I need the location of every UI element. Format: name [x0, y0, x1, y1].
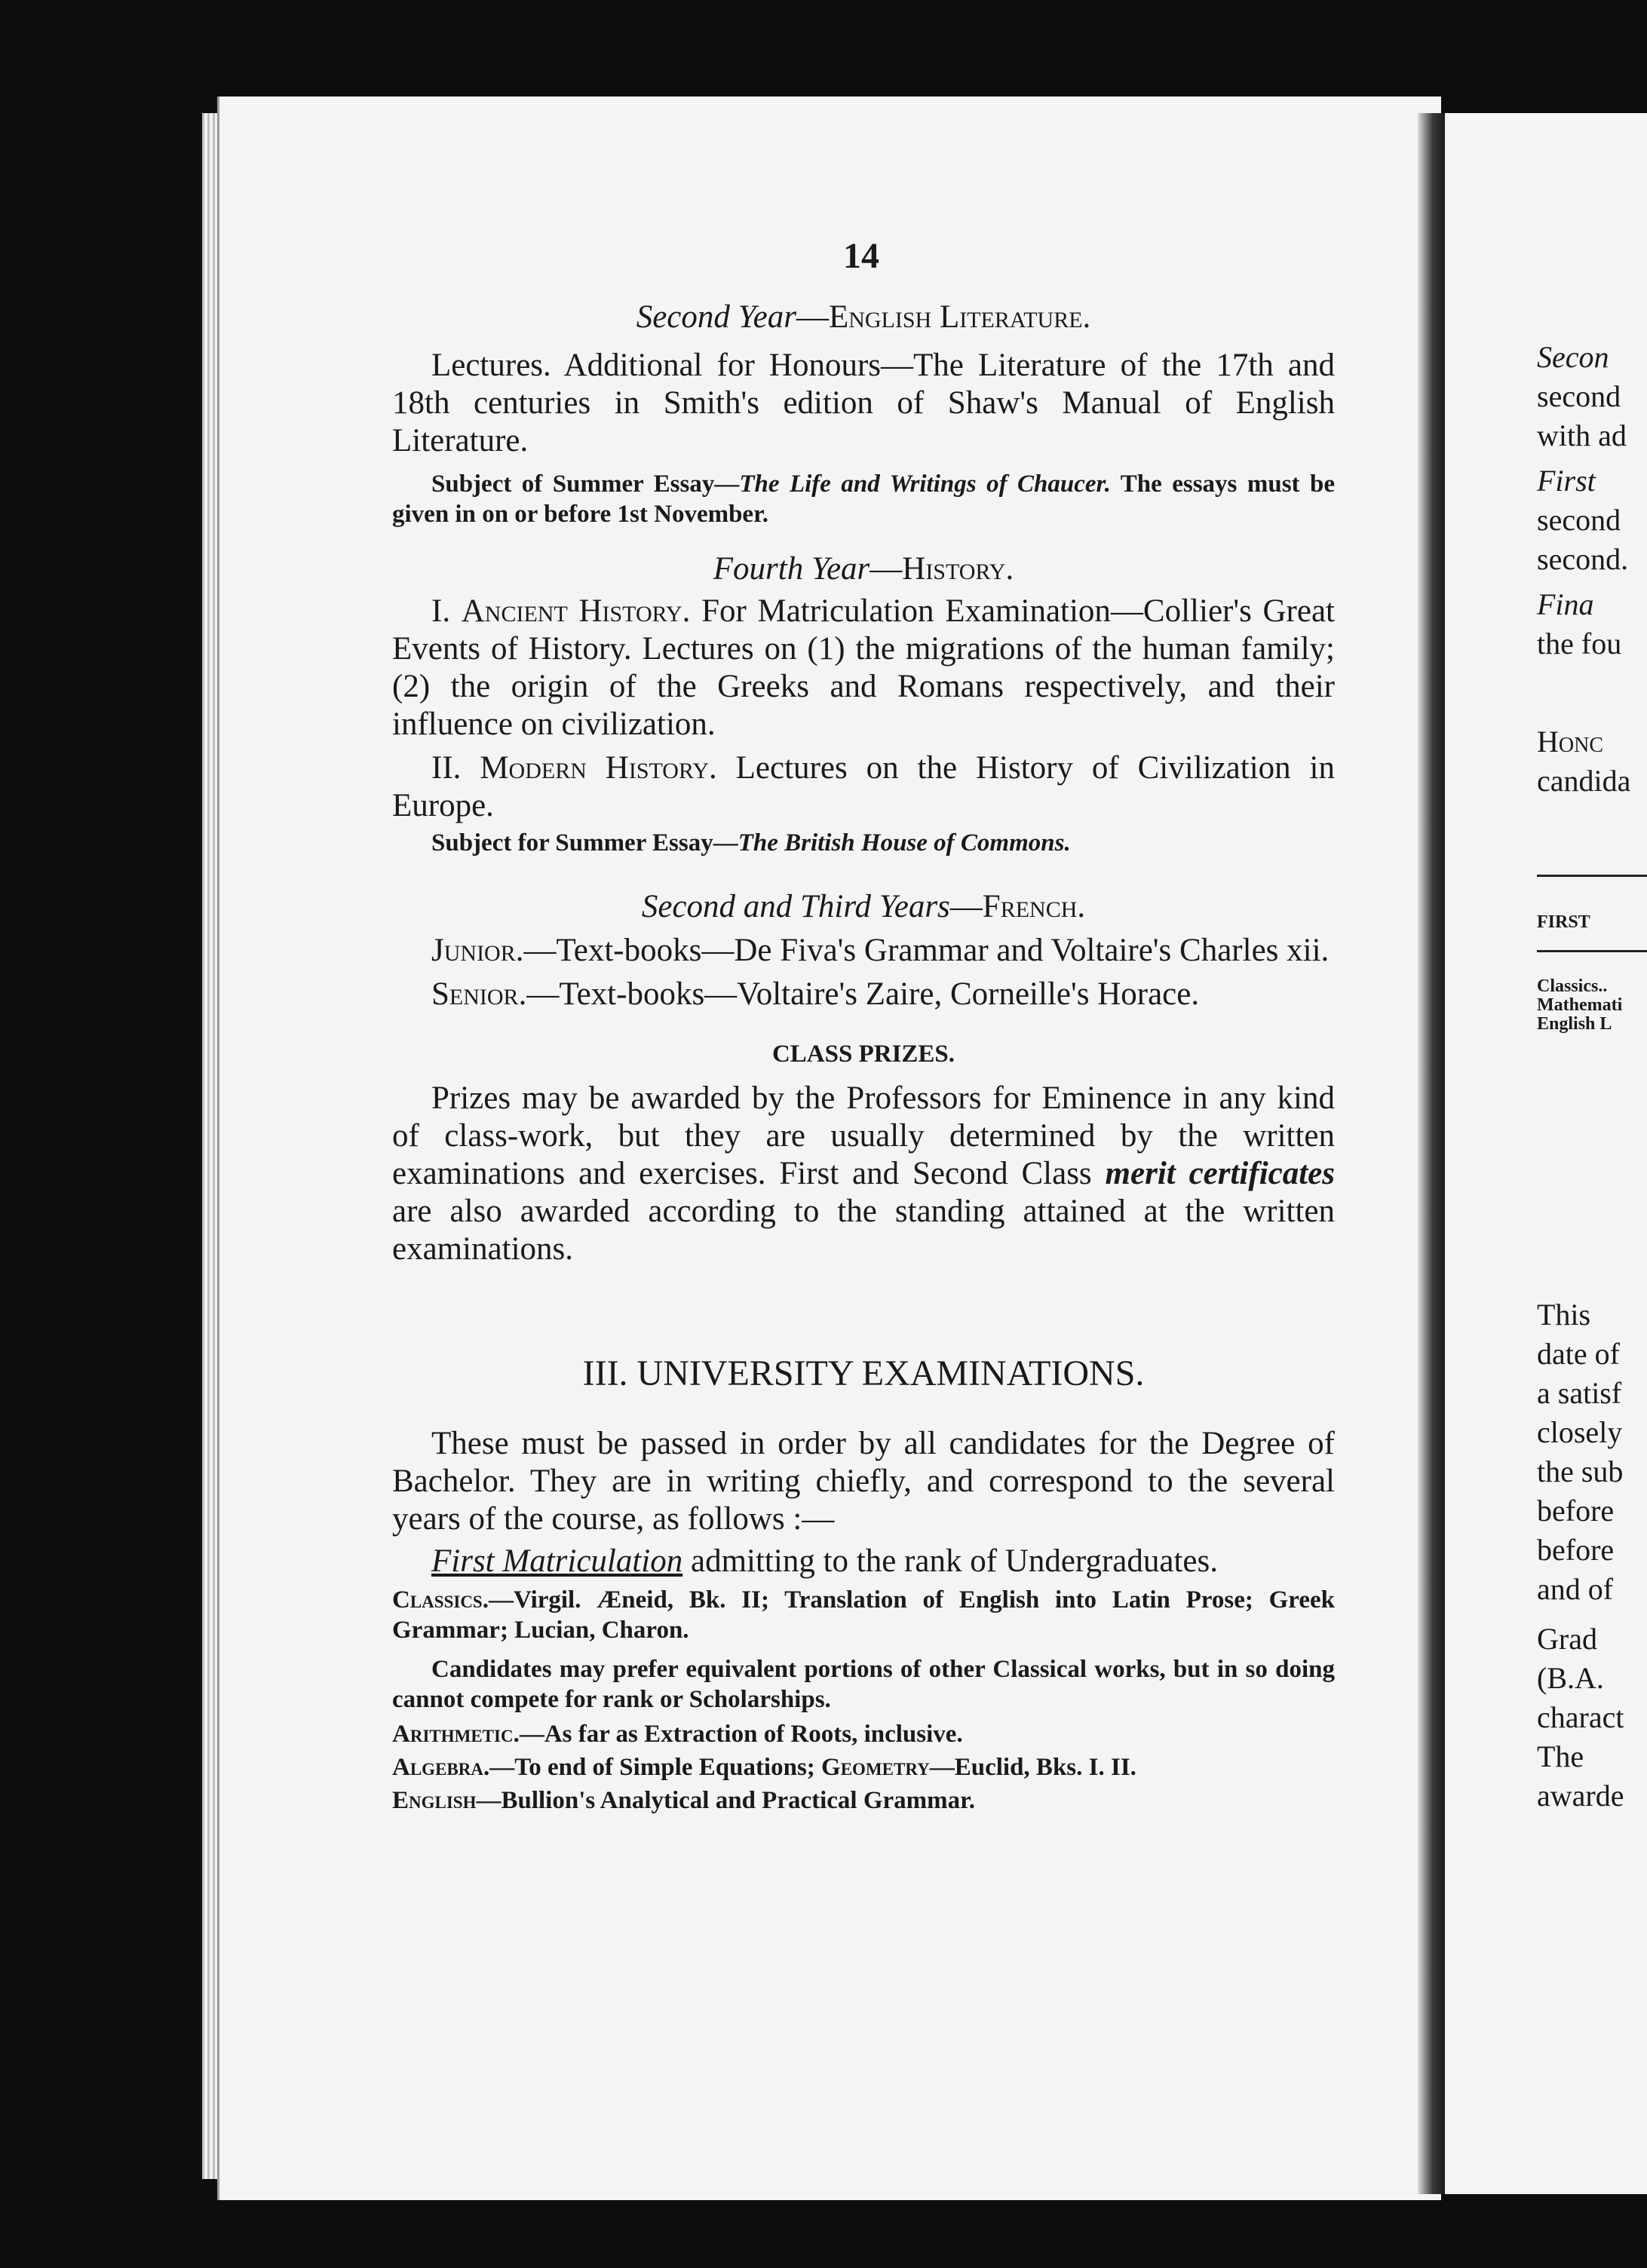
- right-line: charact: [1537, 1700, 1624, 1734]
- section-heading-english-literature: Second Year—English Literature.: [636, 299, 1091, 335]
- paragraph-class-prizes: Prizes may be awarded by the Professors for Eminence in any kind of class-work, but they are usually determined by the written examinations and exercises. First and Second Class merit certificates are also awarded according to the standing attained at the written examinations.: [392, 1080, 1335, 1267]
- right-line: Grad: [1537, 1622, 1597, 1656]
- rule-line: [1537, 875, 1647, 877]
- right-line: second: [1537, 379, 1621, 413]
- university-examinations-heading: III. UNIVERSITY EXAMINATIONS.: [582, 1353, 1145, 1393]
- paragraph-classics-requirements: Classics.—Virgil. Æneid, Bk. II; Translation of English into Latin Prose; Greek Grammar; Lucian, Charon.: [392, 1586, 1335, 1644]
- page-content: [392, 234, 1335, 1816]
- paragraph-french-junior: Junior.—Text-books—De Fiva's Grammar and Voltaire's Charles xii.: [431, 933, 1330, 968]
- right-line: Fina: [1537, 587, 1594, 621]
- right-line: First: [1537, 464, 1596, 498]
- right-line: the fou: [1537, 627, 1622, 660]
- essay-note-chaucer: Subject of Summer Essay—The Life and Writings of Chaucer. The essays must be given in on or before 1st November.: [392, 470, 1336, 528]
- paragraph-candidates-note: Candidates may prefer equivalent portions of other Classical works, but in so doing cannot compete for rank or Scholarships.: [392, 1656, 1335, 1713]
- right-line: Honc: [1537, 725, 1604, 759]
- right-line: closely: [1537, 1415, 1623, 1449]
- right-page-fragment: [1445, 113, 1647, 2194]
- paragraph-english-grammar: English—Bullion's Analytical and Practical Grammar.: [392, 1787, 976, 1814]
- paragraph-algebra-geometry: Algebra.—To end of Simple Equations; Geometry—Euclid, Bks. I. II.: [392, 1754, 1136, 1781]
- paragraph-french-senior: Senior.—Text-books—Voltaire's Zaire, Corneille's Horace.: [431, 976, 1200, 1012]
- right-line: a satisf: [1537, 1376, 1622, 1410]
- right-line: candida: [1537, 764, 1631, 798]
- right-line: second: [1537, 503, 1621, 537]
- right-line: before: [1537, 1533, 1615, 1567]
- right-line: with ad: [1537, 418, 1627, 452]
- paragraph-ancient-history: I. Ancient History. For Matriculation Examination—Collier's Great Events of History. Lectures on (1) the migrations of the human family; (2) the origin of the Greeks and Romans respectively, and their influence on civilization.: [392, 593, 1335, 742]
- right-line: awarde: [1537, 1779, 1624, 1813]
- paragraph-modern-history: II. Modern History. Lectures on the History of Civilization in Europe.: [392, 750, 1336, 823]
- right-line: Secon: [1537, 340, 1609, 374]
- right-line: FIRST: [1537, 912, 1590, 932]
- right-line: This: [1537, 1298, 1591, 1332]
- paragraph-first-matriculation: First Matriculation admitting to the rank of Undergraduates.: [431, 1543, 1218, 1579]
- right-line: second.: [1537, 542, 1629, 576]
- right-line: the sub: [1537, 1454, 1624, 1488]
- paragraph-literature-lectures: Lectures. Additional for Honours—The Literature of the 17th and 18th centuries in Smith's edition of Shaw's Manual of English Literature.: [392, 348, 1335, 458]
- page-number: 14: [843, 236, 879, 276]
- right-line: The: [1537, 1739, 1584, 1773]
- right-line: date of: [1537, 1337, 1620, 1371]
- essay-note-commons: Subject for Summer Essay—The British House of Commons.: [431, 829, 1071, 857]
- rule-line: [1537, 950, 1647, 952]
- right-line: (B.A.: [1537, 1661, 1604, 1695]
- section-heading-french: Second and Third Years—French.: [641, 889, 1086, 924]
- right-line: before: [1537, 1494, 1615, 1528]
- right-line: English L: [1537, 1014, 1612, 1034]
- section-heading-history: Fourth Year—History.: [713, 551, 1014, 587]
- book-gutter: [1418, 113, 1445, 2194]
- paragraph-arithmetic: Arithmetic.—As far as Extraction of Roots, inclusive.: [392, 1721, 963, 1748]
- right-line: Classics..: [1537, 976, 1608, 996]
- page-edge-stack: [202, 113, 217, 2179]
- right-line: and of: [1537, 1572, 1614, 1606]
- class-prizes-heading: CLASS PRIZES.: [771, 1041, 955, 1068]
- right-line: Mathemati: [1537, 995, 1623, 1015]
- paragraph-examinations-intro: These must be passed in order by all candidates for the Degree of Bachelor. They are in writing chiefly, and correspond to the several years of the course, as follows :—: [392, 1426, 1335, 1537]
